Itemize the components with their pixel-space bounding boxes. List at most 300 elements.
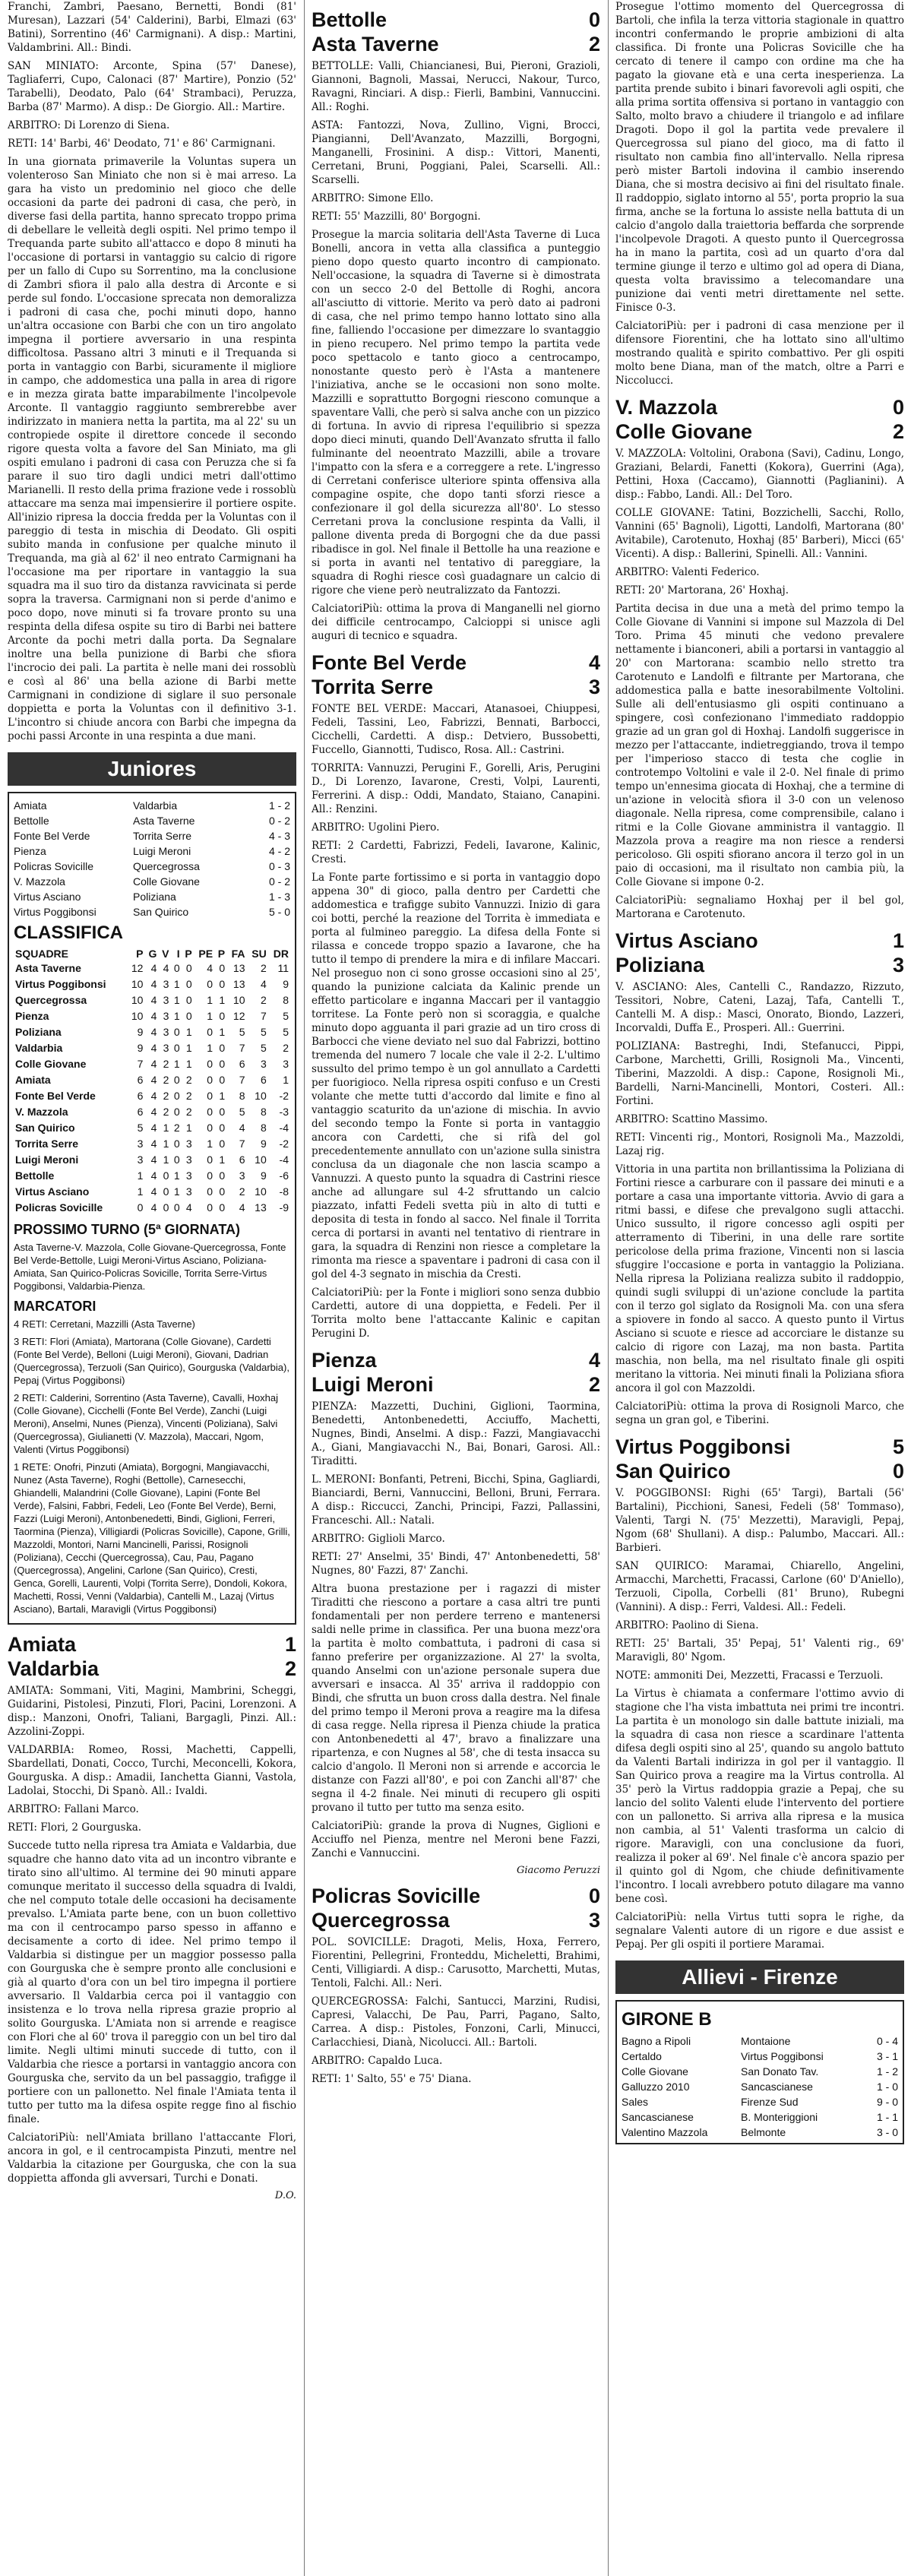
standings-cell: 4 bbox=[150, 1010, 157, 1022]
home-team: Galluzzo 2010 bbox=[622, 2081, 690, 2093]
standings-title: CLASSIFICA bbox=[14, 922, 123, 943]
standings-cell: -8 bbox=[279, 1185, 289, 1198]
standings-cell: 13 bbox=[255, 1201, 267, 1214]
standings-cell: 0 bbox=[219, 1201, 226, 1214]
standings-cell: 7 bbox=[239, 1074, 245, 1086]
match-header bbox=[8, 1632, 296, 1681]
standings-row bbox=[14, 1072, 290, 1088]
standings-cell: 4 bbox=[150, 1090, 157, 1102]
result-row bbox=[14, 843, 290, 859]
standings-cell: 4 bbox=[150, 994, 157, 1006]
standings-cell: 1 bbox=[207, 1138, 214, 1150]
standings-cell: 10 bbox=[255, 1154, 267, 1166]
scorers-title: MARCATORI bbox=[14, 1299, 96, 1314]
standings-row bbox=[14, 1152, 290, 1168]
standings-cell: 0 bbox=[219, 1138, 226, 1150]
standings-cell: 2 bbox=[185, 1106, 192, 1118]
standings-cell: 2 bbox=[163, 1058, 169, 1070]
standings-cell: 3 bbox=[185, 1138, 192, 1150]
article-paragraph: Prosegue l'ottimo momento del Quercegrossa di Bartoli, che infila la terza vittoria stagionale in quattro incontri confermando le proprie ambizioni di alta classifica. Di fronte una Policras Sovicille che ha cercato di tenere il campo con ordine ma che ha pagato la giovane età e una certa inesperienza. La partita prende subito i binari favorevoli agli ospiti, che alla prima sortita offensiva si portano in vantaggio con Salto, molto bravo a chiudere il triangolo e ad infilare Dragoti. Dopo il gol la partita vede prevalere il Quercegrossa sul piano del gioco, ma di fatto il risultato non cambia fino all'intervallo. Nella ripresa però mister Bartoli indovina il cambio inserendo Diana, che si mostra decisivo ai fini del risultato finale. Il raddoppio, siglato intorno al 55', porta proprio la sua firma, anche se la fortuna lo assiste nella battuta di un calcio d'angolo dalla traiettoria beffarda che sorprende l'incolpevole Dragoti. A questo punto il Quercegrossa ha in mano la partita, così ad un quarto d'ora dal termine giunge il terzo e ultimo gol ad opera di Diana, questa volta bravissimo a telecomandare una punizione dai venti metri direttamente nel sette. Finisce 0-3. bbox=[615, 1, 904, 314]
score: 3 - 0 bbox=[876, 2126, 898, 2138]
score: 1 - 0 bbox=[876, 2081, 898, 2093]
standings-cell: 2 bbox=[185, 1074, 192, 1086]
article-paragraph: ARBITRO: Valenti Federico. bbox=[615, 566, 760, 578]
home-score: 0 bbox=[588, 8, 600, 31]
away-team: Luigi Meroni bbox=[133, 845, 191, 857]
home-team: Virtus Poggibonsi bbox=[14, 906, 96, 918]
standings-cell: 2 bbox=[283, 1042, 289, 1054]
standings-cell: 4 bbox=[185, 1201, 192, 1214]
standings-cell: 1 bbox=[185, 1026, 192, 1038]
standings-header-row bbox=[14, 947, 290, 960]
away-team: San Quirico bbox=[615, 1460, 731, 1483]
article-paragraph: RETI: 14' Barbi, 46' Deodato, 71' e 86' Carmignani. bbox=[8, 138, 276, 150]
standings-cell: 0 bbox=[173, 962, 180, 974]
standings-cell: 3 bbox=[185, 1169, 192, 1182]
standings-cell: 0 bbox=[219, 1074, 226, 1086]
article-paragraph: CalciatoriPiù: per la Fonte i migliori sono senza dubbio Cardetti, autore di una doppietta, e Fedeli. Per il Torrita molto bene l'attaccante Kalinic e capitan Perugini D. bbox=[312, 1286, 600, 1340]
away-team: B. Monteriggioni bbox=[741, 2111, 818, 2123]
standings-cell: 4 bbox=[150, 1058, 157, 1070]
standings-row bbox=[14, 1056, 290, 1072]
standings-team: Virtus Poggibonsi bbox=[15, 978, 106, 990]
standings-team: Torrita Serre bbox=[15, 1138, 78, 1150]
standings-cell: 3 bbox=[137, 1138, 144, 1150]
standings-cell: 1 bbox=[207, 1042, 214, 1054]
standings-cell: 5 bbox=[260, 1026, 267, 1038]
article-paragraph: CalciatoriPiù: per i padroni di casa menzione per il difensore Fiorentini, che ha lottato sino all'ultimo mostrando qualità e spirito combattivo. Per gli ospiti molto bene Diana, man of the match, oltre a Parri e Niccolucci. bbox=[615, 320, 904, 387]
score: 4 - 2 bbox=[268, 845, 290, 857]
home-score: 5 bbox=[892, 1435, 904, 1458]
standings-team: Valdarbia bbox=[15, 1042, 63, 1054]
standings-cell: 4 bbox=[239, 1201, 245, 1214]
col-header: I bbox=[176, 948, 180, 960]
article-paragraph: L. MERONI: Bonfanti, Petreni, Bicchi, Spina, Gagliardi, Bianciardi, Berni, Vannuccini, Belloni, Bruni, Ferrara. A disp.: Riccucci, Zanchi, Principi, Fazzi, Pallassini, Franceschi. All.: Natali. bbox=[312, 1473, 600, 1527]
standings-cell: 4 bbox=[150, 1042, 157, 1054]
standings-cell: 1 bbox=[163, 1154, 169, 1166]
column-middle bbox=[312, 0, 600, 2576]
away-team: Valdarbia bbox=[133, 799, 178, 812]
score: 1 - 2 bbox=[268, 799, 290, 812]
article-paragraph: Altra buona prestazione per i ragazzi di mister Tiraditti che riescono a portare a casa altri tre punti fondamentali per non perdere terreno e mantenersi saldi nelle prime in classifica. Per una buona mezz'ora la partita è molto combattuta, i padroni di casa si fanno preferire per organizzazione. Al 27' la svolta, quando Anselmi con un'azione personale supera due avversari e insacca. Al 35' arriva il raddoppio con Bindi, che sfrutta un buon cross dalla destra. Nel finale del primo tempo il Meroni prova a reagire ma la difesa di casa regge. Nella ripresa il Pienza chiude la pratica con Antonbenedetti al 47', bravo a finalizzare una ripartenza, e con Nugnes al 58', che di testa insacca su calcio d'angolo. Il Meroni non si arrende e accorcia le distanze con Fazzi all'80', e poi con Zanchi all'87' che segna il 4-2 finale. Nei minuti di recupero gli ospiti provano il tutto per tutto ma senza esito. bbox=[312, 1583, 600, 1814]
scorers-line: 3 RETI: Flori (Amiata), Martorana (Colle Giovane), Cardetti (Fonte Bel Verde), Belloni (Luigi Meroni), Giovani, Dadrian (Quercegrossa), Terzuoli (San Quirico), Gourguska (Valdarbia), Pepaj (Virtus Poggibonsi) bbox=[14, 1336, 289, 1386]
standings-cell: 12 bbox=[131, 962, 144, 974]
away-team: Torrita Serre bbox=[133, 830, 192, 842]
scorers-line: 4 RETI: Cerretani, Mazzilli (Asta Taverne) bbox=[14, 1318, 195, 1330]
home-team: Amiata bbox=[8, 1633, 77, 1656]
home-team: Bettolle bbox=[14, 815, 49, 827]
standings-cell: 8 bbox=[239, 1090, 245, 1102]
article-paragraph: In una giornata primaverile la Voluntas supera un volenteroso San Miniato che non si è mai arreso. La gara ha visto un predominio nel gioco che delle occasioni da parte dei padroni di casa, che però, in diverse fasi della partita, hanno sprecato troppo prima di debellare le velleità degli ospiti. Nel primo tempo il Trequanda parte subito all'attacco e dopo 8 minuti ha l'occasione di portarsi in vantaggio su calcio di rigore per un fallo di Cupo su Sorrentino, ma la conclusione di Zambri sfiora il palo alla destra di Arconte e si perde sul fondo. L'occasione sprecata non demoralizza i padroni di casa che, pochi minuti dopo, hanno un'altra occasione con Barbi che con un tiro angolato impegna il portiere avversario in una respinta difficoltosa. Passano altri 3 minuti e il Trequanda si porta in vantaggio con Barbi, sicuramente il migliore in campo, che addomestica una palla in area di rigore e in mezza girata batte imparabilmente l'incolpevole Arconte. Il vantaggio raggiunto sembrerebbe aver indirizzato in maniera netta la partita, ma al 22' su un contropiede ospite il direttore concede il secondo rigore questa volta a favore del San Miniato, ma gli ospiti emulano i padroni di casa con Peruzza che si fa parare il suo tiro dagli undici metri dall'ottimo Marianelli. Il resto della prima frazione vede i rossoblù attaccare ma senza mai impensierire il portiere ospite. All'inizio ripresa la doccia fredda per la Voluntas con il pareggio di testa in mischia di Deodato. Gli ospiti subito manda in confusione per qualche minuto il Trequanda, ma già al 62' il neo entrato Carmignani ha l'occasione ma per riportare in vantaggio la sua squadra ma il suo tiro da distanza ravvicinata si perde sopra la traversa. Carmignani non si perde d'animo e poco dopo, nove minuti si fa trovare pronto su una respinta della difesa ospite su tiro di Barbi nei battere Arconte da pochi metri dalla porta. Da Segnalare inoltre una bella punizione di Barbi che sfiora l'incrocio dei pali. La partita è nelle mani dei rossoblù e così al 86' una bella azione di Barbi mette Carmignani in condizione di siglare il suo personale doppietta e porta la Voluntas con il definitivo 3-1. L'incontro si chiude ancora con Barbi che impegna da pochi passi Arconte in una respinta a due mani. bbox=[8, 156, 296, 742]
standings-team: Fonte Bel Verde bbox=[15, 1090, 96, 1102]
article-paragraph: ARBITRO: Simone Ello. bbox=[312, 192, 434, 204]
standings-cell: 0 bbox=[207, 1074, 214, 1086]
result-row bbox=[14, 874, 290, 889]
standings-cell: 0 bbox=[137, 1201, 144, 1214]
standings-cell: 6 bbox=[137, 1106, 144, 1118]
match-header bbox=[312, 650, 600, 699]
article-paragraph: RETI: 1' Salto, 55' e 75' Diana. bbox=[312, 2073, 472, 2085]
away-team: Poliziana bbox=[133, 891, 176, 903]
result-row bbox=[622, 2094, 898, 2109]
standings-row bbox=[14, 992, 290, 1008]
result-row bbox=[622, 2125, 898, 2140]
standings-team: Amiata bbox=[15, 1074, 51, 1086]
away-team: Belmonte bbox=[741, 2126, 786, 2138]
article-paragraph: RETI: 25' Bartali, 35' Pepaj, 51' Valenti rig., 69' Maravigli, 80' Ngom. bbox=[615, 1638, 904, 1663]
article-paragraph: V. POGGIBONSI: Righi (65' Targi), Bartali (56' Bartalini), Picchioni, Sanesi, Fedeli (58' Tommaso), Valenti, Targi N. (75' Mezzetti), Maravigli, Pepaj, Ngom (68' Shullani). A disp.: Palumbo, Maccari. All.: Barbieri. bbox=[615, 1487, 904, 1554]
away-team: Sancascianese bbox=[741, 2081, 813, 2093]
standings-cell: 1 bbox=[185, 1122, 192, 1134]
standings-cell: 1 bbox=[163, 1138, 169, 1150]
article-paragraph: VALDARBIA: Romeo, Rossi, Machetti, Cappelli, Sbardellati, Donati, Cocco, Turchi, Meconcelli, Kokora, Gourguska. A disp.: Amadii, Ianchetta Gianni, Vastola, Ladolai, Stocchi, Di Spanò. All.: Ivaldi. bbox=[8, 1744, 296, 1797]
standings-cell: 5 bbox=[283, 1010, 289, 1022]
home-team: Pienza bbox=[312, 1349, 377, 1372]
standings-cell: -3 bbox=[279, 1106, 289, 1118]
standings-team: V. Mazzola bbox=[15, 1106, 68, 1118]
standings-cell: 4 bbox=[260, 978, 267, 990]
result-row bbox=[14, 904, 290, 919]
article-paragraph: RETI: 2 Cardetti, Fabrizzi, Fedeli, Iavarone, Kalinic, Cresti. bbox=[312, 840, 600, 866]
scorers-line: 2 RETI: Calderini, Sorrentino (Asta Taverne), Cavalli, Hoxhaj (Colle Giovane), Cicchelli (Fonte Bel Verde), Zanchi (Luigi Meroni), Anselmi, Nunes (Pienza), Vincenti (Poliziana), Salvi (Quercegrossa), Giulianetti (V. Mazzola), Maccari, Ngom, Valenti (Virtus Poggibonsi) bbox=[14, 1392, 279, 1455]
home-team: Bagno a Ripoli bbox=[622, 2035, 691, 2047]
standings-cell: 0 bbox=[207, 1154, 214, 1166]
article-paragraph: AMIATA: Sommani, Viti, Magini, Mambrini, Scheggi, Guidarini, Pistolesi, Pinzuti, Flori, Pacini, Lorenzoni. A disp.: Manzoni, Onofri, Taliani, Bargagli, Pinzi. All.: Azzolini-Zoppi. bbox=[8, 1685, 296, 1738]
match-header bbox=[312, 8, 600, 56]
match-header bbox=[615, 395, 904, 444]
home-team: V. Mazzola bbox=[14, 875, 65, 888]
standings-cell: 0 bbox=[219, 1058, 226, 1070]
article-paragraph: CalciatoriPiù: grande la prova di Nugnes, Giglioni e Acciuffo nel Pienza, mentre nel Meroni bene Fazzi, Zanchi e Vannuccini. bbox=[312, 1820, 600, 1859]
result-row bbox=[14, 828, 290, 843]
standings-cell: 2 bbox=[163, 1090, 169, 1102]
standings-cell: 0 bbox=[163, 1169, 169, 1182]
article-paragraph: CalciatoriPiù: ottima la prova di Rosignoli Marco, che segna un gran gol, e Tiberini. bbox=[615, 1400, 904, 1426]
away-team: Firenze Sud bbox=[741, 2096, 799, 2108]
home-team: Certaldo bbox=[622, 2050, 662, 2062]
result-row bbox=[14, 813, 290, 828]
standings-cell: 0 bbox=[173, 1026, 180, 1038]
section-banner-allievi: Allievi - Firenze bbox=[615, 1960, 904, 1994]
standings-row bbox=[14, 976, 290, 992]
standings-cell: 9 bbox=[260, 1138, 267, 1150]
article-paragraph: SAN QUIRICO: Maramai, Chiarello, Angelini, Armacchi, Marchetti, Fracassi, Carlone (60' D'Aniello), Terzuoli, Cipolla, Corbelli (81' Bruno), Rubegni (Vannini). A disp.: Ferri, Valdesi. All.: Fedeli. bbox=[615, 1560, 904, 1613]
article-paragraph: CalciatoriPiù: segnaliamo Hoxhaj per il bel gol, Martorana e Carotenuto. bbox=[615, 894, 904, 920]
standings-cell: 0 bbox=[207, 978, 214, 990]
article-paragraph: CalciatoriPiù: nella Virtus tutti sopra le righe, da segnalare Valenti autore di un rigore e due assist e Pepaj. Per gli ospiti il portiere Maramai. bbox=[615, 1911, 904, 1951]
standings-cell: 6 bbox=[137, 1074, 144, 1086]
home-team: Virtus Asciano bbox=[14, 891, 81, 903]
standings-cell: 2 bbox=[163, 1106, 169, 1118]
article-paragraph: V. MAZZOLA: Voltolini, Orabona (Savi), Cadinu, Longo, Graziani, Belardi, Fanetti (Kokora), Guerrini (Aga), Pettini, Hoxa (Caccamo), Giannotti (Paglianini). A disp.: Fabbo, Landi. All.: Del Toro. bbox=[615, 448, 904, 501]
home-team: Policras Sovicille bbox=[14, 860, 94, 872]
standings-cell: 1 bbox=[173, 1169, 180, 1182]
standings-cell: 13 bbox=[232, 978, 245, 990]
standings-cell: 9 bbox=[137, 1042, 144, 1054]
result-row bbox=[622, 2109, 898, 2125]
standings-cell: 6 bbox=[260, 1074, 267, 1086]
standings-cell: 0 bbox=[219, 1122, 226, 1134]
standings-cell: 6 bbox=[239, 1058, 245, 1070]
standings-row bbox=[14, 1104, 290, 1120]
standings-cell: -4 bbox=[279, 1122, 289, 1134]
standings-cell: 0 bbox=[173, 1106, 180, 1118]
standings-cell: -6 bbox=[279, 1169, 289, 1182]
article-paragraph: RETI: Vincenti rig., Montori, Rosignoli Ma., Mazzoldi, Lazaj rig. bbox=[615, 1131, 904, 1157]
match-header bbox=[615, 929, 904, 977]
standings-cell: 2 bbox=[163, 1074, 169, 1086]
score: 5 - 0 bbox=[268, 906, 290, 918]
standings-cell: 0 bbox=[173, 1090, 180, 1102]
standings-cell: 9 bbox=[283, 978, 289, 990]
article-paragraph: BETTOLLE: Valli, Chiancianesi, Bui, Pieroni, Grazioli, Giannoni, Bagnoli, Massai, Nerucci, Nakour, Turco, Ravagni, Rinciari. A disp.: Fierli, Bambini, Vannuccini. All.: Roghi. bbox=[312, 60, 600, 113]
article-paragraph: QUERCEGROSSA: Falchi, Santucci, Marzini, Rudisi, Capresi, Valacchi, De Pau, Parri, Pagano, Salto, Carrea. A disp.: Pistoles, Fonzoni, Carli, Minucci, Carlacchiesi, Dianà, Nicolucci. All.: Bartoli. bbox=[312, 1995, 600, 2049]
standings-cell: 0 bbox=[219, 1169, 226, 1182]
standings-cell: 4 bbox=[150, 1026, 157, 1038]
home-score: 1 bbox=[892, 929, 904, 952]
score: 3 - 1 bbox=[876, 2050, 898, 2062]
away-team: San Donato Tav. bbox=[741, 2065, 819, 2078]
standings-row bbox=[14, 1024, 290, 1040]
standings-team: Bettolle bbox=[15, 1169, 55, 1182]
standings-cell: 5 bbox=[260, 1042, 267, 1054]
home-team: Policras Sovicille bbox=[312, 1885, 481, 1907]
standings-cell: -2 bbox=[279, 1138, 289, 1150]
away-team: San Quirico bbox=[133, 906, 189, 918]
article-paragraph: FONTE BEL VERDE: Maccari, Atanasoei, Chiuppesi, Fedeli, Tassini, Leo, Fabrizzi, Bennati, Barbocci, Cicchelli, Cardetti. A disp.: Detviero, Bussobetti, Fuccello, Giannotti, Tudisco, Rosa. All.: Castrini. bbox=[312, 703, 600, 756]
article-paragraph: La Fonte parte fortissimo e si porta in vantaggio dopo appena 30" di gioco, palla dentro per Cardetti che addomestica e trafigge subito Vannuzzi. Inizio di gara coi botti, perché la reazione del Torrita è immediata e porta al fulmineo pareggio. La difesa della Fonte si rilassa e concede troppo spazio a Iavarone, che ha tutto il tempo di prendere la mira e di infilare Maccari. Nel proseguo non ci sono grosse occasioni sino al 25', quando la punizione calciata da Kalinic prende un effetto particolare e inganna Maccari per il vantaggio torritese. La Fonte però non si scoraggia, e qualche minuto dopo agguanta il pari grazie ad un tiro cross di Barbocci che viene deviato nel suo dal Fabrizzi, bottino tremenda del numero 7 locale che vale il 2-2. L'ultimo sussulto del primo tempo è un gol annullato a Cardetti per fuorigioco. Nella ripresa ospiti confuso e un Cresti volante che mette tutti d'accordo dal limite e fino al vantaggio scaturito da un'azione di mischia. In avvio del secondo tempo la Fonte si porta in vantaggio ancora con Cardetti, che si rifà del gol precedentemente annullato con un'azione sulla sinistra conclusa da un diagonale che non lascia scampo a Vannuzzi. A questo punto la squadra di Castrini riesce anche ad allungare sul 4-2 sfruttando un calcio piazzato, infatti Fedeli svetta più in alto di tutti e deposita di testa in fondo al sacco. Nel finale il Torrita cerca di portarsi in avanti nel tentativo di rientrare in gara, la squadra di Renzini non riesce a completare la rimonta ma riesce a spaventare i padroni di casa con il gol del 4-3 segnato in mischia da Cresti. bbox=[312, 872, 600, 1280]
section-banner-juniores: Juniores bbox=[8, 752, 296, 786]
standings-cell: 1 bbox=[185, 1058, 192, 1070]
standings-cell: 1 bbox=[219, 1154, 226, 1166]
standings-cell: 0 bbox=[173, 1201, 180, 1214]
home-team: Bettolle bbox=[312, 8, 387, 31]
column-rule bbox=[304, 0, 305, 2576]
standings-cell: 13 bbox=[232, 962, 245, 974]
scorers-line: 1 RETE: Onofri, Pinzuti (Amiata), Borgogni, Mangiavacchi, Nunez (Asta Taverne), Roghi (Bettolle), Carnesecchi, Ghiandelli, Malandrini (Colle Giovane), Lapini (Fonte Bel Verde), Falsini, Fabbri, Fedeli, Leo (Fonte Bel Verde), Berni, Fazzi (Luigi Meroni), Antonbenedetti, Bindi, Giglioni, Ferreri, Taormina (Pienza), Villigiardi (Policras Sovicille), Capone, Grilli, Mazzoldi, Montori, Narni Mancinelli, Parissi, Rosignoli (Poliziana), Cecchi (Quercegrossa), Cau, Pau, Pagano (Quercegrossa), Angelini, Carlone (San Quirico), Cresti, Genca, Gorelli, Laurenti, Volpi (Torrita Serre), Dondoli, Kokora, Machetti, Rossi, Venni (Valdarbia), Cantelli M., Lazaj (Virtus Asciano), Bartali, Maravigli (Virtus Poggibonsi) bbox=[14, 1461, 290, 1615]
next-round-title: PROSSIMO TURNO (5ª GIORNATA) bbox=[14, 1222, 240, 1237]
away-team: Colle Giovane bbox=[615, 420, 753, 443]
match-header bbox=[312, 1348, 600, 1397]
standings-cell: 1 bbox=[163, 1122, 169, 1134]
result-row bbox=[622, 2064, 898, 2079]
col-header: SU bbox=[251, 948, 267, 960]
standings-cell: 11 bbox=[277, 962, 289, 974]
standings-cell: 1 bbox=[173, 1010, 180, 1022]
home-score: 4 bbox=[588, 1349, 600, 1372]
standings-team: Policras Sovicille bbox=[15, 1201, 103, 1214]
match-header bbox=[615, 1435, 904, 1483]
standings-row bbox=[14, 1184, 290, 1200]
away-score: 3 bbox=[588, 1909, 600, 1932]
standings-cell: 1 bbox=[173, 994, 180, 1006]
article-paragraph: RETI: Flori, 2 Gourguska. bbox=[8, 1821, 142, 1834]
col-header: V bbox=[162, 948, 169, 960]
article-paragraph: RETI: 27' Anselmi, 35' Bindi, 47' Antonbenedetti, 58' Nugnes, 80' Fazzi, 87' Zanchi. bbox=[312, 1551, 600, 1577]
standings-cell: 3 bbox=[163, 994, 169, 1006]
away-team: Luigi Meroni bbox=[312, 1373, 434, 1396]
standings-cell: 10 bbox=[131, 1010, 144, 1022]
standings-cell: 0 bbox=[207, 1122, 214, 1134]
standings-cell: 10 bbox=[131, 994, 144, 1006]
article-paragraph: ARBITRO: Capaldo Luca. bbox=[312, 2055, 443, 2067]
result-row bbox=[14, 798, 290, 813]
standings-cell: 3 bbox=[163, 1026, 169, 1038]
article-paragraph: Prosegue la marcia solitaria dell'Asta Taverne di Luca Bonelli, ancora in vetta alla classifica a punteggio pieno dopo questo quarto incontro di campionato. Nell'occasione, la squadra di Taverne si è dimostrata con un secco 2-0 del Bettolle di Roghi, ancora all'asciutto di vittorie. Merito va però dato ai padroni di casa, che nel primo tempo hanno lottato sino alla fine, falliendo l'occasione per dimezzare lo svantaggio in pieno recupero. Nel primo tempo la partita vede poco spettacolo e tanto gioco a centrocampo, nonostante questo però è l'Asta a mantenere l'iniziativa, anche se le occasioni non sono molte. Mazzilli e soprattutto Borgogni riescono comunque a spaventare Valli, che però si salva anche con un pizzico di fortuna. In avvio di ripresa l'equilibrio si spezza dopo dieci minuti, quando Dell'Avanzato sfrutta il fallo fulminante del neoentrato Mazzilli, abile a trovare l'impatto con la sfera e a correggere a rete. L'ingresso di Cerretani conferisce ulteriore spinta offensiva alla compagine ospite, che dopo tanti sforzi riesce a confezionare il gol della sicurezza all'80'. Lo stesso Cerretani prova la conclusione respinta da Valli, il pallone diventa preda di Borgogni che da due passi ribadisce in gol. Nel finale il Bettolle ha una reazione e si porta in avanti nel tentativo di pareggiare, la squadra di Roghi riesce così guadagnare un calcio di rigore che viene però neutralizzato da Fantozzi. bbox=[312, 229, 600, 597]
score: 9 - 0 bbox=[876, 2096, 898, 2108]
standings-cell: 3 bbox=[239, 1169, 245, 1182]
allievi-results-box bbox=[615, 2000, 904, 2144]
result-row bbox=[14, 859, 290, 874]
away-score: 2 bbox=[588, 33, 600, 55]
standings-cell: 12 bbox=[232, 1010, 245, 1022]
col-header: P bbox=[217, 948, 226, 960]
standings-cell: 10 bbox=[232, 994, 245, 1006]
article-paragraph: ARBITRO: Giglioli Marco. bbox=[312, 1533, 445, 1545]
article-paragraph: V. ASCIANO: Ales, Cantelli C., Randazzo, Rizzuto, Tessitori, Nobre, Cateni, Lazaj, Tafa, Cantelli T., Cantelli M. A disp.: Masci, Onorato, Biondo, Lazzeri, Incorvaldi, Duffa E., Prosperi. All.: Guerrini. bbox=[615, 981, 904, 1034]
standings-cell: 0 bbox=[207, 1058, 214, 1070]
standings-cell: 3 bbox=[260, 1058, 267, 1070]
standings-row bbox=[14, 1008, 290, 1024]
standings-cell: 0 bbox=[207, 1185, 214, 1198]
standings-cell: 9 bbox=[260, 1169, 267, 1182]
standings-cell: 10 bbox=[255, 1185, 267, 1198]
standings-cell: 1 bbox=[185, 1042, 192, 1054]
standings-cell: 0 bbox=[207, 1026, 214, 1038]
standings-cell: 1 bbox=[219, 1026, 226, 1038]
standings-cell: 5 bbox=[137, 1122, 144, 1134]
standings-cell: 0 bbox=[185, 994, 192, 1006]
result-row bbox=[622, 2033, 898, 2049]
away-team: Quercegrossa bbox=[133, 860, 200, 872]
standings-cell: 4 bbox=[150, 1201, 157, 1214]
standings-table bbox=[14, 947, 290, 1216]
standings-cell: 1 bbox=[207, 994, 214, 1006]
standings-cell: 1 bbox=[173, 1058, 180, 1070]
home-team: Fonte Bel Verde bbox=[312, 651, 467, 674]
standings-cell: 3 bbox=[137, 1154, 144, 1166]
article-paragraph: ARBITRO: Di Lorenzo di Siena. bbox=[8, 119, 170, 131]
away-score: 3 bbox=[892, 954, 904, 976]
standings-cell: 4 bbox=[239, 1122, 245, 1134]
away-score: 3 bbox=[588, 676, 600, 698]
home-team: Colle Giovane bbox=[622, 2065, 688, 2078]
standings-cell: 0 bbox=[163, 1201, 169, 1214]
column-rule bbox=[608, 0, 609, 2576]
standings-cell: 3 bbox=[185, 1185, 192, 1198]
standings-row bbox=[14, 1168, 290, 1184]
standings-cell: 10 bbox=[131, 978, 144, 990]
article-paragraph: La Virtus è chiamata a confermare l'ottimo avvio di stagione che l'ha vista imbattuta nei primi tre incontri. La partita è un monologo sin dalle battute iniziali, ma la squadra di casa non riesce a scardinare l'attenta difesa degli ospiti sino al 25', quando su angolo battuto da Valenti Bartali indirizza in gol per il vantaggio. Il San Quirico prova a reagire ma la Virtus controlla. Al 35' però la Virtus raddoppia grazie a Pepaj, che su lancio del solito Valenti elude l'intervento del portiere con un pallonetto. Si arriva alla ripresa e la musica non cambia, al 51' Valenti trasforma un calcio di rigore. Maravigli, con una conclusione da fuori, realizza il poker al 69'. Nel finale c'è ancora spazio per il quinto gol di Ngom, che chiude definitivamente l'incontro. I locali avrebbero potuto dilagare ma vanno bene così. bbox=[615, 1688, 904, 1905]
home-score: 4 bbox=[588, 651, 600, 674]
standings-cell: 1 bbox=[137, 1185, 144, 1198]
standings-cell: 0 bbox=[173, 1042, 180, 1054]
standings-team: Colle Giovane bbox=[15, 1058, 87, 1070]
standings-cell: 4 bbox=[207, 962, 214, 974]
standings-body bbox=[14, 960, 290, 1216]
standings-row bbox=[14, 1120, 290, 1136]
standings-cell: 2 bbox=[239, 1185, 245, 1198]
article-paragraph: ARBITRO: Fallani Marco. bbox=[8, 1803, 139, 1815]
standings-cell: 8 bbox=[260, 1106, 267, 1118]
standings-cell: 0 bbox=[207, 1106, 214, 1118]
standings-cell: 4 bbox=[150, 1185, 157, 1198]
article-paragraph: NOTE: ammoniti Dei, Mezzetti, Fracassi e Terzuoli. bbox=[615, 1669, 884, 1682]
standings-cell: 0 bbox=[207, 1169, 214, 1182]
away-score: 2 bbox=[588, 1373, 600, 1396]
author-signature: Giacomo Peruzzi bbox=[517, 1865, 600, 1876]
away-team: Torrita Serre bbox=[312, 676, 434, 698]
article-paragraph: SAN MINIATO: Arconte, Spina (57' Danese), Tagliaferri, Cupo, Calonaci (87' Martire), Ponzio (52' Tarabelli), Deodato, Palo (64' Strambaci), Peruzza, Barba (87' Marmo). A disp.: De Giorgio. All.: Martire. bbox=[8, 60, 296, 113]
standings-cell: 0 bbox=[173, 1074, 180, 1086]
home-score: 0 bbox=[588, 1885, 600, 1907]
standings-cell: 3 bbox=[185, 1154, 192, 1166]
article-paragraph: ARBITRO: Scattino Massimo. bbox=[615, 1113, 768, 1125]
article-paragraph: TORRITA: Vannuzzi, Perugini F., Gorelli, Aris, Perugini D., Di Lorenzo, Iavarone, Cresti, Volpi, Laurenti, Ferrerini. A disp.: Oddi, Mandato, Staiano, Canapini. All.: Renzini. bbox=[312, 762, 600, 815]
article-paragraph: ARBITRO: Ugolini Piero. bbox=[312, 821, 440, 834]
standings-cell: -2 bbox=[279, 1090, 289, 1102]
home-team: Fonte Bel Verde bbox=[14, 830, 90, 842]
away-team: Virtus Poggibonsi bbox=[741, 2050, 824, 2062]
away-team: Poliziana bbox=[615, 954, 705, 976]
article-paragraph: Franchi, Zambri, Paesano, Bernetti, Bondi (81' Muresan), Lazzari (54' Calderini), Barbi, Elmazi (63' Batini), Sorrentino (46' Carmignani). A disp.: Martini, Valdambrini. All.: Bindi. bbox=[8, 1, 296, 54]
girone-title: GIRONE B bbox=[622, 2009, 712, 2030]
away-team: Asta Taverne bbox=[133, 815, 195, 827]
article-paragraph: ARBITRO: Paolino di Siena. bbox=[615, 1619, 759, 1631]
standings-team: Pienza bbox=[15, 1010, 49, 1022]
article-paragraph: Vittoria in una partita non brillantissima la Poliziana di Fortini riesce a carburare con il passare dei minuti e a portare a casa una importante vittoria. Avvio di gara a ritmi bassi, e difese che prevalgono sugli attacchi. Unico sussulto, il rigore concesso agli ospiti per atterramento di Tiberini, in una delle rare sortite pericolose della prima frazione, Vincenti non si lascia sfuggire l'occasione e porta in vantaggio la Poliziana. Nella ripresa la Poliziana realizza subito il raddoppio, quindi sugli sviluppi di un'azione conclude la partita con il terzo gol siglato da Rosignoli Ma. con una sfera a spiovere in fondo al sacco. A questo punto il Virtus Asciano si scuote e riesce ad accorciare le distanze su calcio di rigore con Lazaj, ma non basta. Partita maschia, non bella, ma nel risultato finale gli ospiti meritano la vittoria. Nei minuti finali la Poliziana sfiora ancora il gol con Mazzoldi. bbox=[615, 1163, 904, 1394]
standings-cell: 7 bbox=[239, 1138, 245, 1150]
away-team: Valdarbia bbox=[8, 1657, 100, 1680]
standings-cell: 8 bbox=[283, 994, 289, 1006]
standings-cell: 5 bbox=[239, 1026, 245, 1038]
standings-cell: 0 bbox=[219, 1185, 226, 1198]
score: 0 - 4 bbox=[876, 2035, 898, 2047]
col-header: G bbox=[148, 948, 157, 960]
article-paragraph: Partita decisa in due una a metà del primo tempo la Colle Giovane di Vannini si impone sul Mazzola di Del Toro. Prima 45 minuti che vedono prevalere nettamente i bianconeri, abili a portarsi in vantaggio al 20' con Martorana: scambio nello stretto tra Carotenuto e Landolfi e filtrante per Martorana, che addomestica palla e batte inesorabilmente Voltolini. Sulle ali dell'entusiasmo gli ospiti continuano a spingere, così confezionano l'immediato raddoppio grazie ad un gran gol di Hoxhaj. Landolfi suggerisce in mezzo per l'attaccante, indietreggiando, trova il tempo per l'imperioso stacco di testa che coglie in controtempo Voltolini e vale il 2-0. Nel finale di primo tempo un'ennesima giocata di Hoxhaj, che a termine di un'azione in velocità sfiora il 3-0 con un velenoso diagonale. Nella ripresa, come comprensibile, calano i ritmi e la Colle Giovane amministra il vantaggio. Il Mazzola prova a reagire ma non riesce a rendersi pericoloso. Gli ospiti sfiorano ancora il terzo gol in un paio di occasioni, ma il risultato non cambia più, la Colle Giovane si impone 0-2. bbox=[615, 603, 904, 888]
standings-row bbox=[14, 1200, 290, 1216]
standings-cell: 7 bbox=[239, 1042, 245, 1054]
column-right bbox=[615, 0, 904, 2576]
col-header: FA bbox=[231, 948, 245, 960]
standings-cell: 4 bbox=[150, 1138, 157, 1150]
standings-cell: 2 bbox=[185, 1090, 192, 1102]
away-score: 2 bbox=[284, 1657, 296, 1680]
col-header: P bbox=[136, 948, 144, 960]
col-header: P bbox=[185, 948, 192, 960]
standings-cell: 2 bbox=[260, 962, 267, 974]
standings-cell: 0 bbox=[185, 962, 192, 974]
standings-cell: 1 bbox=[173, 1185, 180, 1198]
standings-cell: -9 bbox=[279, 1201, 289, 1214]
away-team: Colle Giovane bbox=[133, 875, 200, 888]
standings-row bbox=[14, 1040, 290, 1056]
standings-cell: 0 bbox=[163, 1185, 169, 1198]
standings-cell: 0 bbox=[219, 978, 226, 990]
standings-cell: 3 bbox=[163, 1042, 169, 1054]
standings-cell: 1 bbox=[219, 994, 226, 1006]
standings-cell: 9 bbox=[137, 1026, 144, 1038]
standings-cell: 0 bbox=[173, 1138, 180, 1150]
next-round-text: Asta Taverne-V. Mazzola, Colle Giovane-Quercegrossa, Fonte Bel Verde-Bettolle, Luigi Meroni-Virtus Asciano, Poliziana-Amiata, San Quirico-Policras Sovicille, Torrita Serre-Virtus Poggibonsi, Valdarbia-Pienza. bbox=[14, 1242, 286, 1292]
standings-cell: 1 bbox=[173, 978, 180, 990]
standings-row bbox=[14, 1136, 290, 1152]
standings-cell: 1 bbox=[219, 1090, 226, 1102]
match-header bbox=[312, 1884, 600, 1932]
standings-row bbox=[14, 960, 290, 976]
article-paragraph: POLIZIANA: Bastreghi, Indi, Stefanucci, Pippi, Carbone, Marchetti, Grilli, Rosignoli Ma., Vincenti, Tiberini, Mazzoldi. A disp.: Capone, Rosignoli Mi., Bardelli, Narni-Mancinelli, Montori, Costeri. All.: Fortini. bbox=[615, 1040, 904, 1107]
standings-cell: 2 bbox=[173, 1122, 180, 1134]
